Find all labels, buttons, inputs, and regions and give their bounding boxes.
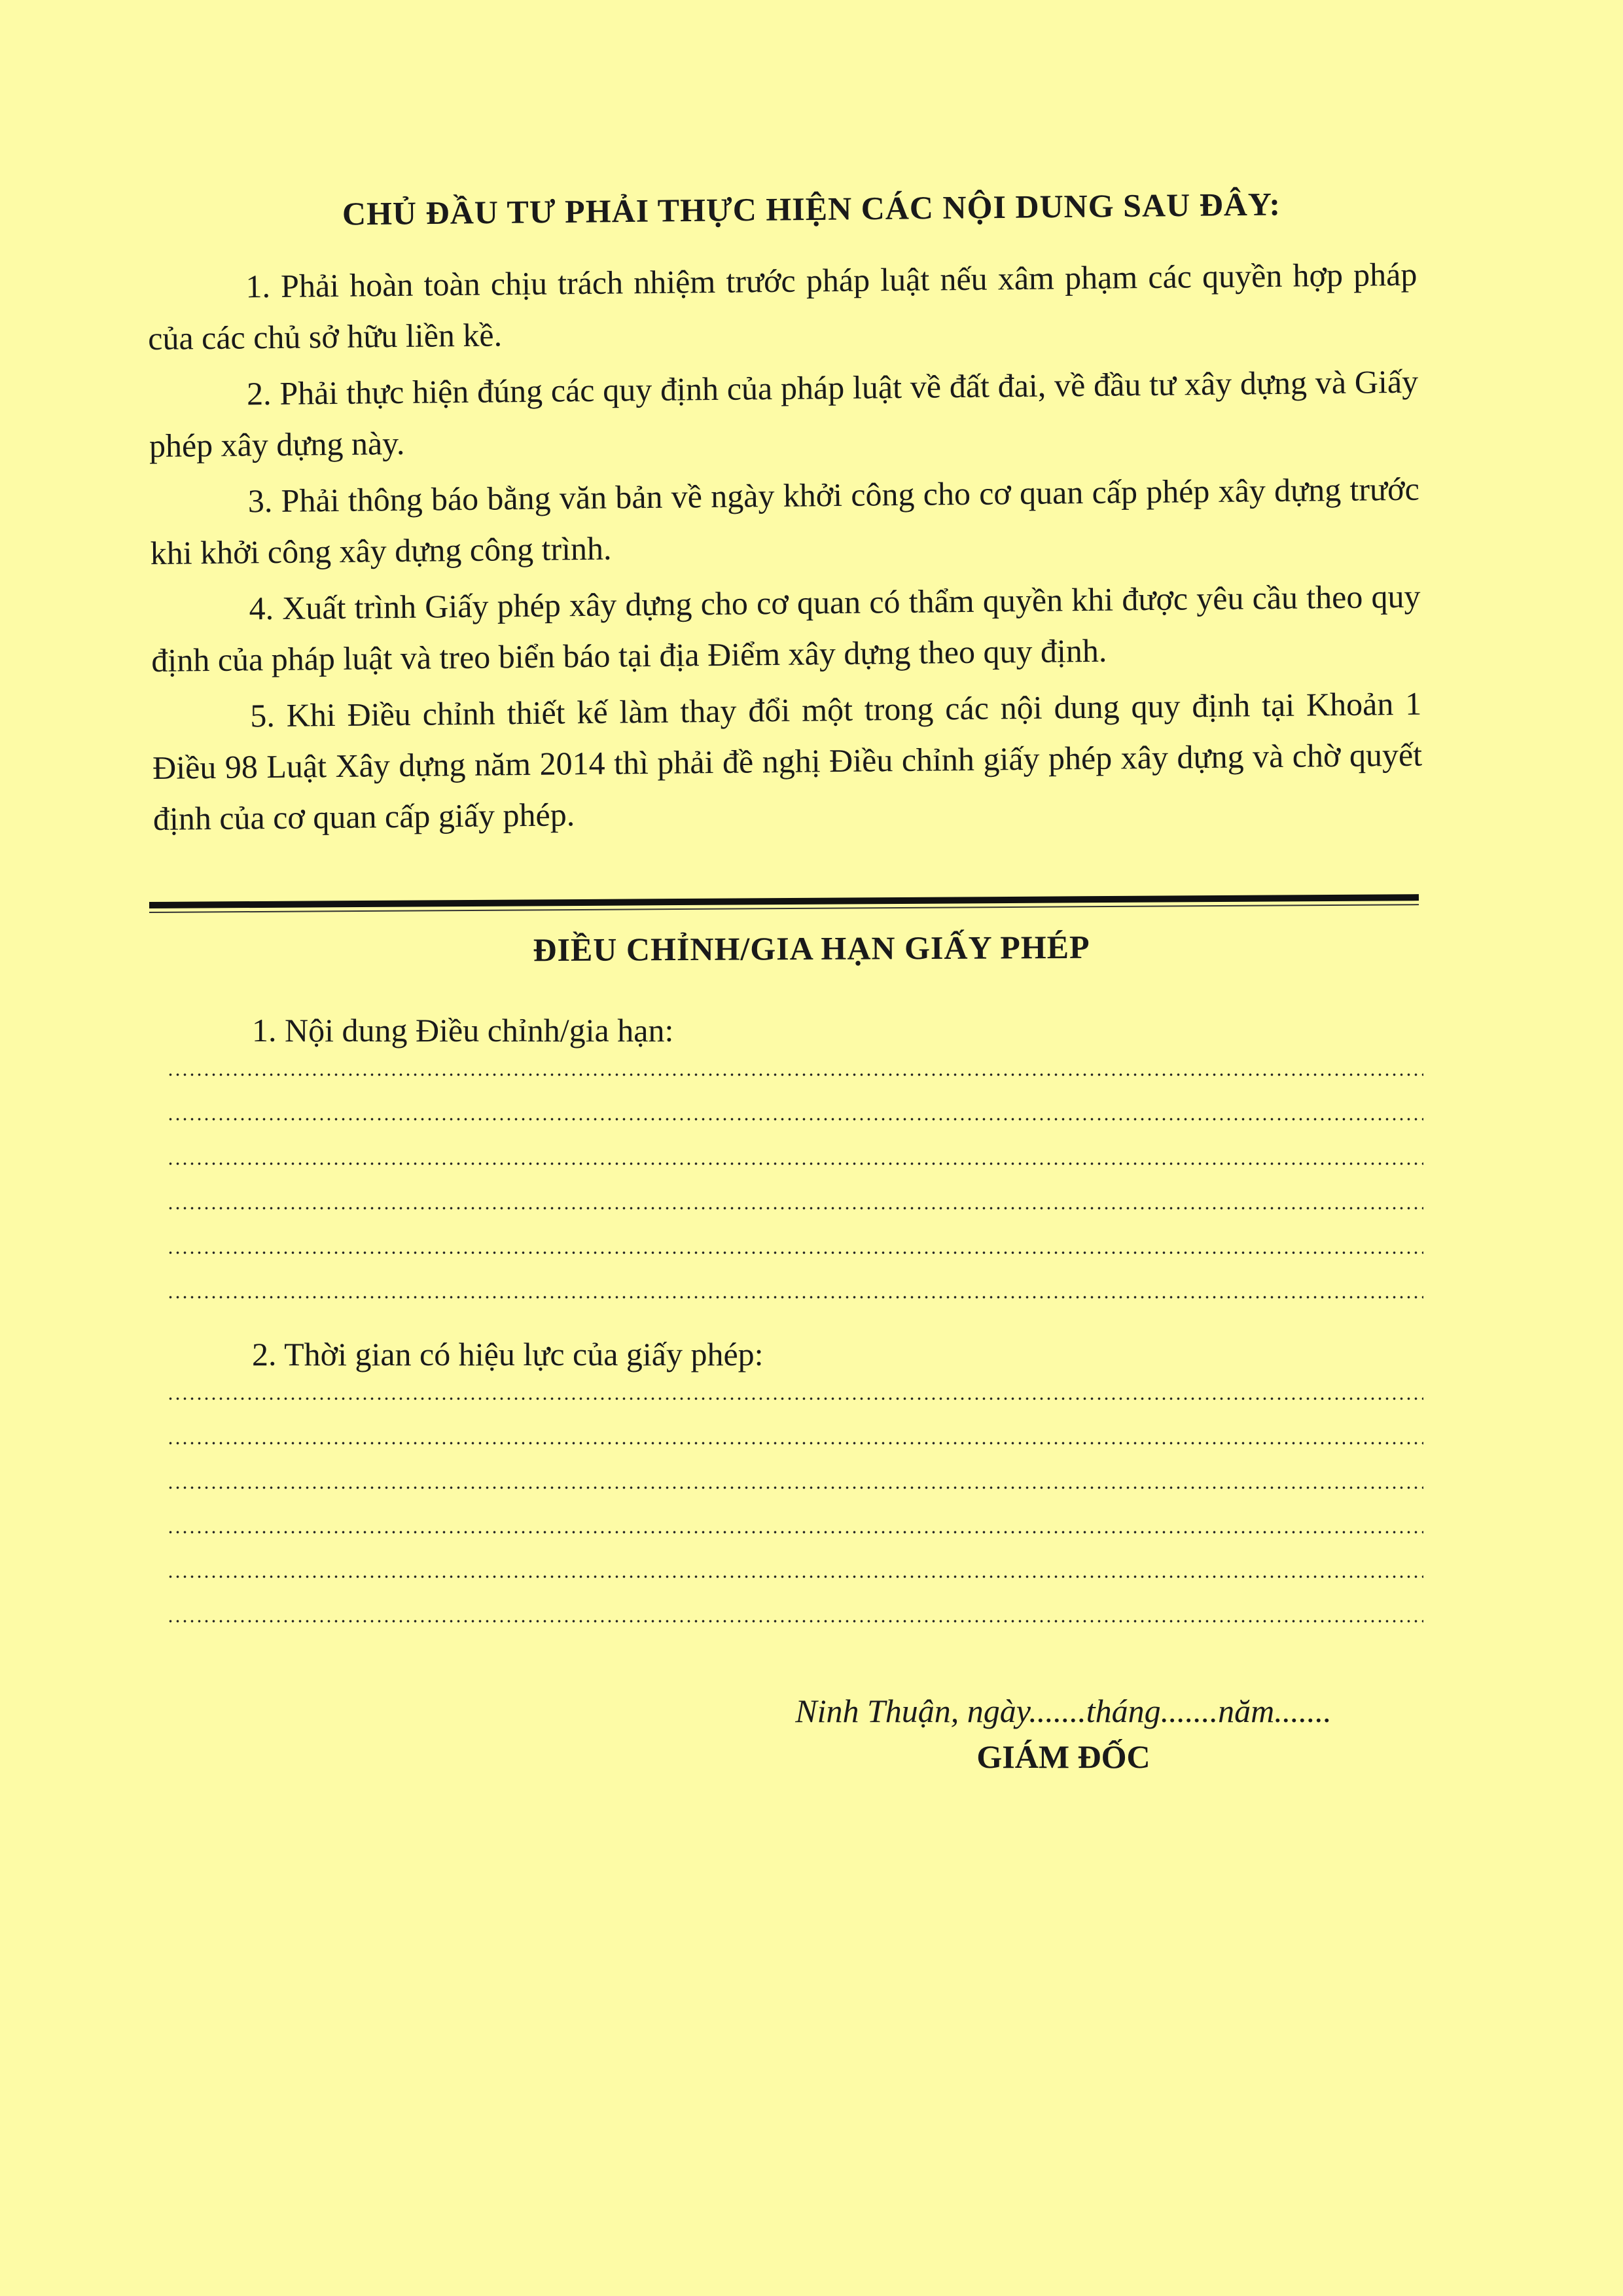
validity-period-line[interactable] bbox=[167, 1397, 1423, 1400]
adjustment-content-line[interactable] bbox=[167, 1296, 1423, 1299]
validity-period-line[interactable] bbox=[167, 1442, 1423, 1444]
list-item: 1. Phải hoàn toàn chịu trách nhiệm trước pháp luật nếu xâm phạm các quyền hợp pháp của các chủ sở hữu liền kề. bbox=[147, 255, 1418, 357]
adjustment-content-line[interactable] bbox=[167, 1118, 1423, 1121]
signature-title: GIÁM ĐỐC bbox=[976, 1738, 1150, 1775]
adjustment-content-line[interactable] bbox=[167, 1207, 1423, 1210]
validity-period-line[interactable] bbox=[167, 1486, 1423, 1489]
list-item: 5. Khi Điều chỉnh thiết kế làm thay đổi một trong các nội dung quy định tại Khoản 1 Điều 98 Luật Xây dựng năm 2014 thì phải đề nghị Điều chỉnh giấy phép xây dựng và chờ quyết định của cơ quan cấp giấy phép. bbox=[152, 685, 1423, 837]
validity-period-line[interactable] bbox=[167, 1575, 1423, 1578]
adjustment-content-label: 1. Nội dung Điều chỉnh/gia hạn: bbox=[252, 1012, 674, 1049]
adjustment-content-line[interactable] bbox=[167, 1162, 1423, 1165]
validity-period-line[interactable] bbox=[167, 1531, 1423, 1534]
signature-place-date: Ninh Thuận, ngày.......tháng.......năm....... bbox=[795, 1693, 1332, 1729]
list-item: 3. Phải thông báo bằng văn bản về ngày khởi công cho cơ quan cấp phép xây dựng trước khi khởi công xây dựng công trình. bbox=[150, 470, 1420, 571]
obligations-list bbox=[147, 249, 1423, 850]
section-title: ĐIỀU CHỈNH/GIA HẠN GIẤY PHÉP bbox=[533, 928, 1090, 969]
validity-period-label: 2. Thời gian có hiệu lực của giấy phép: bbox=[252, 1336, 764, 1372]
validity-period-line[interactable] bbox=[167, 1620, 1423, 1623]
list-item: 4. Xuất trình Giấy phép xây dựng cho cơ quan có thẩm quyền khi được yêu cầu theo quy định của pháp luật và treo biển báo tại địa Điểm xây dựng theo quy định. bbox=[151, 577, 1421, 679]
adjustment-content-line[interactable] bbox=[167, 1073, 1423, 1076]
list-item: 2. Phải thực hiện đúng các quy định của pháp luật về đất đai, về đầu tư xây dựng và Giấy phép xây dựng này. bbox=[149, 363, 1419, 464]
page-title: CHỦ ĐẦU TƯ PHẢI THỰC HIỆN CÁC NỘI DUNG SAU ĐÂY: bbox=[342, 185, 1281, 232]
adjustment-content-line[interactable] bbox=[167, 1251, 1423, 1254]
